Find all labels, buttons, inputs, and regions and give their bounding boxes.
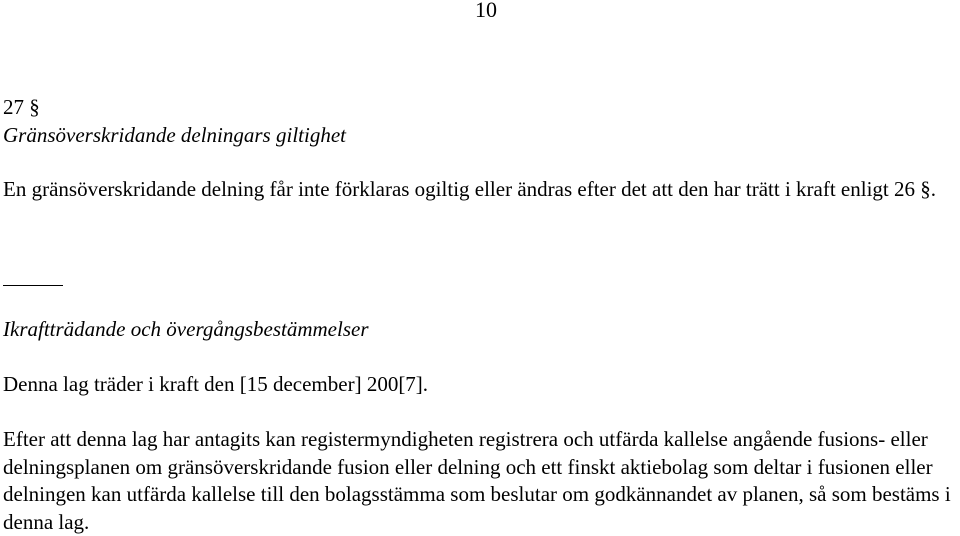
section-heading: Gränsöverskridande delningars giltighet [3, 123, 346, 147]
page-number: 10 [475, 0, 497, 22]
transitional-provision-paragraph: Efter att denna lag har antagits kan registermyndigheten registrera och utfärda kallelse angående fusions- eller delningsplanen om gränsöverskridande fusion eller delning och ett finskt aktiebolag som deltar i fusionen eller delningen kan utfärda kallelse till den bolagsstämma som beslutar om godkännandet av planen, så som bestäms i denna lag. [3, 427, 951, 534]
section-divider [3, 285, 63, 286]
entry-into-force-paragraph: Denna lag träder i kraft den [15 december] 200[7]. [3, 372, 429, 396]
section-number: 27 § [3, 95, 40, 119]
transitional-heading: Ikraftträdande och övergångsbestämmelser [3, 317, 369, 341]
section-paragraph: En gränsöverskridande delning får inte förklaras ogiltig eller ändras efter det att den har trätt i kraft enligt 26 §. [3, 177, 936, 201]
